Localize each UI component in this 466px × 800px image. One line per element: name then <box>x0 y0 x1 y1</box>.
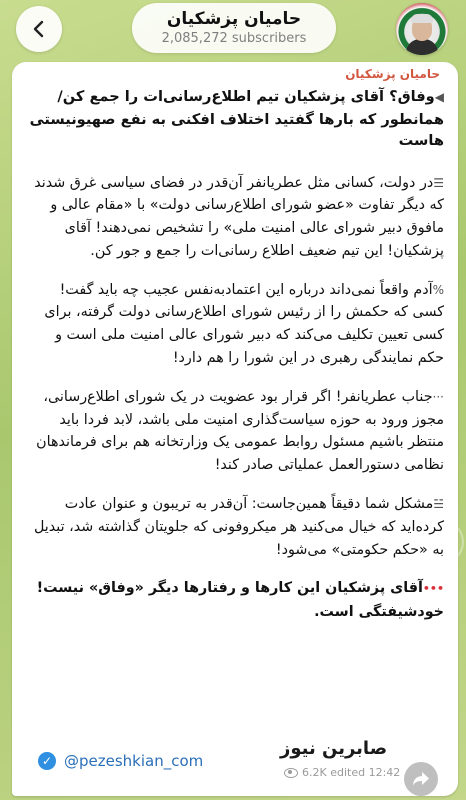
subscriber-count: 2,085,272 subscribers <box>161 31 307 46</box>
message-sender: حامیان پزشکیان <box>345 67 440 81</box>
share-button[interactable] <box>404 762 438 796</box>
verified-check-icon: ✓ <box>38 752 56 770</box>
paragraph-text: آدم واقعاً نمی‌داند درباره این اعتمادبه‌نفس عجیب چه باید گفت! کسی که حکمش را از رئیس شورای اطلاع‌رسانی دولت گرفته، برای کسی تعیین تکلیف می‌کند که دبیر شورای عالی امنیت ملی است و حکم نمایندگی رهبری در این شورا را هم دارد! <box>44 281 444 367</box>
chat-header <box>0 0 466 58</box>
channel-title[interactable] <box>132 3 336 53</box>
share-arrow-icon <box>412 771 430 787</box>
message-paragraph <box>26 279 444 370</box>
message-meta <box>284 766 400 779</box>
message-paragraph <box>26 172 444 263</box>
red-dots-emoji-icon: ••• <box>422 582 444 596</box>
message-text <box>26 86 444 640</box>
channel-avatar[interactable] <box>396 3 448 55</box>
paragraph-text: در دولت، کسانی مثل عطریانفر آن‌قدر در فضای سیاسی غرق شدند که دیگر تفاوت «عضو شورای اطلاع‌رسانی دولت» با «مقام عالی و مافوق دبیر شورای عالی امنیت ملی» را تشخیص نمی‌دهند! آقای پزشکیان! این تیم ضعیف اطلاع رسانی‌ات را جمع و جور کن. <box>34 174 444 259</box>
view-count: 6.2K <box>302 766 327 779</box>
chevron-left-icon <box>30 20 48 38</box>
avatar-figure-hair <box>411 14 433 23</box>
channel-handle-link[interactable] <box>38 752 203 770</box>
pointer-emoji-icon: ◀ <box>434 90 444 104</box>
message-closing <box>26 577 444 624</box>
message-paragraph <box>26 386 444 477</box>
percent-emoji-icon: % <box>432 282 444 297</box>
paragraph-text: مشکل شما دقیقاً همین‌جاست: آن‌قدر به تریبون و عنوان عادت کرده‌اید که خیال می‌کنید هر میکروفونی که جلویتان گذاشته شد، تبدیل به «حکم حکومتی» می‌شود! <box>33 496 444 558</box>
headline-text: وفاق؟ آقای پزشکیان تیم اطلاع‌رسانی‌ات را جمع کن/ همانطور که بارها گفتید اختلاف افکنی به نفع صهیونیستی هاست <box>29 88 444 149</box>
avatar-figure-body <box>406 39 438 55</box>
lines-emoji-icon: ☰ <box>433 175 444 190</box>
dots-emoji-icon: ··· <box>432 389 444 404</box>
eye-icon <box>284 768 298 778</box>
edited-time: edited 12:42 <box>330 766 401 779</box>
message-paragraph <box>26 493 444 561</box>
paragraph-text: جناب عطریانفر! اگر قرار بود عضویت در یک شورای اطلاع‌رسانی، مجوز ورود به حوزه سیاست‌گذاری امنیت ملی باشد، لابد فردا باید منتظر باشیم مسئول روابط عمومی یک وزارتخانه هم برای فرماندهان نظامی دستورالعمل عملیاتی صادر کند! <box>36 388 444 474</box>
lines-emoji-icon: ☱ <box>433 497 444 512</box>
handle-text: @pezeshkian_com <box>64 752 204 770</box>
closing-text: آقای پزشکیان این کارها و رفتارها دیگر «وفاق» نیست! خودشیفتگی است. <box>36 580 444 621</box>
message-headline <box>26 86 444 152</box>
watermark-logo: صابرین نیوز <box>280 738 388 759</box>
back-button[interactable] <box>16 6 62 52</box>
channel-name: حامیان پزشکیان <box>166 9 302 29</box>
message-bubble[interactable] <box>12 62 458 796</box>
